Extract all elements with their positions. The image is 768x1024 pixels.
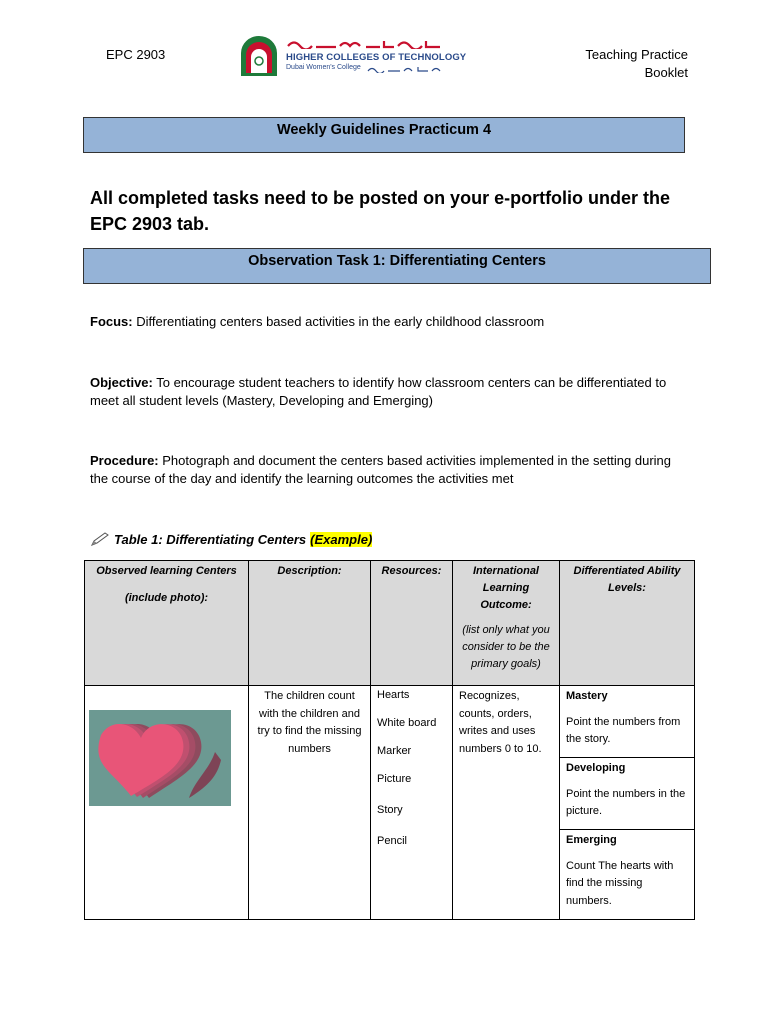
resource-item: Marker — [377, 745, 412, 757]
header-centers — [85, 561, 249, 686]
level-text: Point the numbers from the story. — [566, 715, 681, 745]
level-name: Mastery — [566, 690, 608, 702]
header-levels: Differentiated Ability Levels: — [560, 561, 695, 686]
table-row — [85, 686, 695, 920]
resource-item: Pencil — [377, 835, 407, 847]
procedure-paragraph — [90, 452, 690, 488]
observation-task-title: Observation Task 1: Differentiating Centers — [83, 248, 711, 284]
weekly-guidelines-title: Weekly Guidelines Practicum 4 — [83, 117, 685, 153]
resource-item: Story — [377, 804, 403, 816]
table-caption-text: Table 1: Differentiating Centers — [114, 531, 307, 547]
header-resources: Resources: — [371, 561, 453, 686]
focus-label: Focus: — [90, 314, 133, 329]
logo-campus-english: Dubai Women's College — [286, 64, 361, 71]
header-outcome — [453, 561, 560, 686]
booklet-line-2: Booklet — [644, 65, 688, 80]
hct-logo — [238, 35, 467, 79]
logo-name-english: HIGHER COLLEGES OF TECHNOLOGY — [286, 52, 467, 63]
header-centers-note: (include photo): — [124, 592, 209, 604]
level-name: Developing — [566, 762, 626, 774]
focus-paragraph — [90, 313, 690, 331]
resource-item: Picture — [377, 773, 412, 785]
description-cell: The children count with the children and try to find the missing numbers — [249, 686, 371, 920]
objective-label: Objective: — [90, 375, 153, 390]
paper-hearts-photo — [89, 710, 231, 806]
logo-campus-arabic — [366, 65, 444, 73]
ability-levels-cell — [560, 686, 695, 920]
level-text: Count The hearts with find the missing numbers. — [566, 859, 674, 907]
pencil-icon — [90, 531, 110, 547]
resource-item: Hearts — [377, 689, 410, 701]
level-name: Emerging — [566, 834, 617, 846]
resources-cell — [371, 686, 453, 920]
table-header-row — [85, 561, 695, 686]
level-emerging — [560, 830, 694, 918]
header-outcome-note: (list only what you consider to be the primary goals) — [462, 624, 550, 670]
objective-text: To encourage student teachers to identify how classroom centers can be differentiated to meet all student levels (Mastery, Developing and Emerging) — [90, 375, 667, 408]
resource-item: White board — [377, 717, 437, 729]
objective-paragraph — [90, 374, 690, 410]
focus-text: Differentiating centers based activities in the early childhood classroom — [132, 314, 545, 329]
header-outcome-label: International Learning Outcome: — [472, 565, 539, 611]
outcome-cell: Recognizes, counts, orders, writes and uses numbers 0 to 10. — [453, 686, 560, 920]
header-description: Description: — [249, 561, 371, 686]
example-highlight: (Example) — [310, 531, 373, 547]
level-mastery — [560, 686, 694, 758]
arabic-logotype — [286, 38, 444, 49]
eportfolio-instruction: All completed tasks need to be posted on your e-portfolio under the EPC 2903 tab. — [90, 188, 671, 234]
booklet-label — [548, 46, 688, 82]
college-crest-icon — [238, 35, 280, 77]
center-photo-cell — [85, 686, 249, 920]
level-text: Point the numbers in the picture. — [566, 787, 686, 817]
booklet-line-1: Teaching Practice — [585, 47, 688, 62]
procedure-label: Procedure: — [90, 453, 159, 468]
course-code: EPC 2903 — [106, 47, 166, 62]
procedure-text: Photograph and document the centers based activities implemented in the setting during the course of the day and identify the learning outcomes the activities met — [90, 453, 672, 486]
level-developing — [560, 758, 694, 830]
differentiating-centers-table — [84, 560, 695, 920]
header-centers-label: Observed learning Centers — [96, 565, 237, 577]
table-caption — [90, 531, 372, 547]
